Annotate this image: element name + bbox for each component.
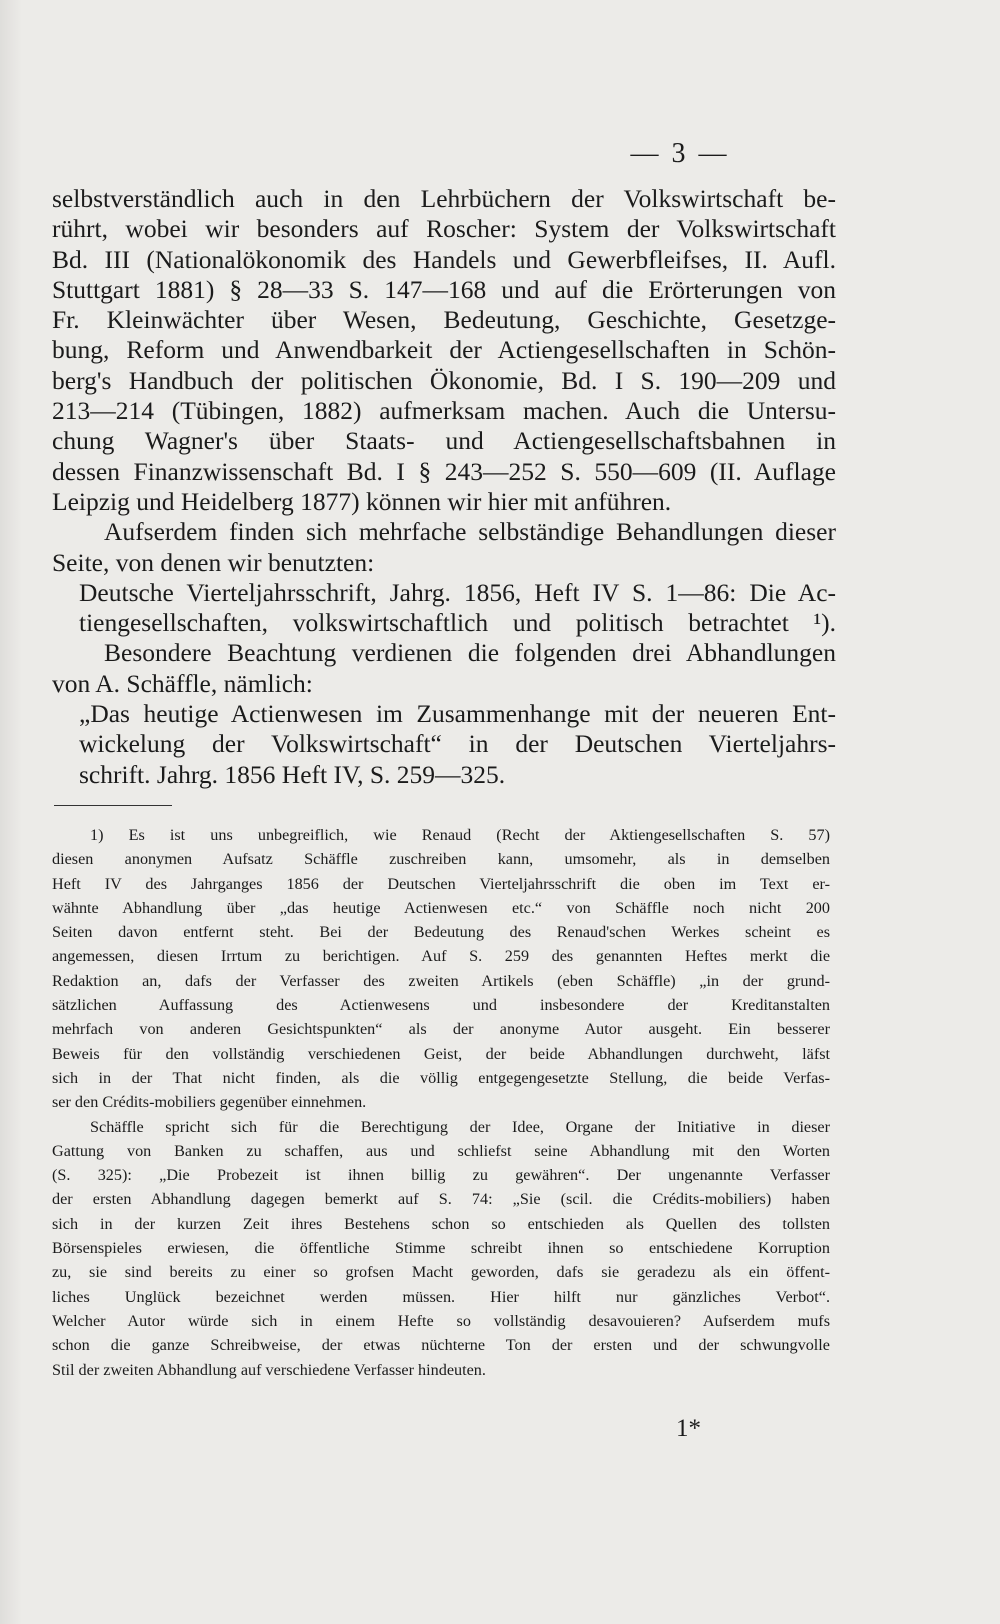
footnote-line: Börsenspieles erwiesen, die öffentliche Stimme schreibt ihnen so entschiedene Korruption	[52, 1239, 830, 1258]
text-line: Aufserdem finden sich mehrfache selbständige Behandlungen dieser	[104, 517, 836, 547]
footnote-line: sich in der That nicht finden, als die völlig entgegengesetzte Stellung, die beide Verfas-	[52, 1068, 830, 1087]
text-line: 213—214 (Tübingen, 1882) aufmerksam machen. Auch die Untersu-	[52, 396, 836, 426]
text-line: selbstverständlich auch in den Lehrbüchern der Volkswirtschaft be-	[52, 184, 836, 213]
text-line: dessen Finanzwissenschaft Bd. I § 243—252 S. 550—609 (II. Auflage	[52, 456, 836, 486]
text-line: Besondere Beachtung verdienen die folgenden drei Abhandlungen	[104, 638, 836, 668]
footnote-line: angemessen, diesen Irrtum zu berichtigen. Auf S. 259 des genannten Heftes merkt die	[52, 947, 830, 966]
footnote-line: (S. 325): „Die Probezeit ist ihnen billig zu gewähren“. Der ungenannte Verfasser	[52, 1166, 830, 1185]
footnote-line: sich in der kurzen Zeit ihres Bestehens schon so entschieden als Quellen des tollsten	[52, 1214, 830, 1233]
text-line: Leipzig und Heidelberg 1877) können wir hier mit anführen.	[52, 486, 672, 516]
text-line: Seite, von denen wir benutzten:	[52, 547, 375, 577]
footnote-line: Gattung von Banken zu schaffen, aus und schliefst seine Abhandlung mit den Worten	[52, 1141, 830, 1160]
footnote-line: mehrfach von anderen Gesichtspunkten“ als der anonyme Autor ausgeht. Ein besserer	[52, 1020, 830, 1039]
text-line: wickelung der Volkswirtschaft“ in der Deutschen Vierteljahrs-	[79, 729, 836, 759]
binding-shadow	[0, 0, 22, 1624]
text-line: von A. Schäffle, nämlich:	[52, 668, 313, 698]
footnote-line: Heft IV des Jahrganges 1856 der Deutschen Vierteljahrsschrift die oben im Text er-	[52, 874, 830, 893]
footnote-line: Redaktion an, dafs der Verfasser des zweiten Artikels (eben Schäffle) „in der grund-	[52, 971, 830, 990]
text-line: Bd. III (Nationalökonomik des Handels und Gewerbfleifses, II. Aufl.	[52, 244, 836, 274]
footnote-line: Beweis für den vollständig verschiedenen Geist, der beide Abhandlungen durchweht, läfst	[52, 1044, 830, 1063]
footnote-line: Stil der zweiten Abhandlung auf verschiedene Verfasser hindeuten.	[52, 1360, 486, 1379]
footnote-line: sätzlichen Auffassung des Actienwesens und insbesondere der Kreditanstalten	[52, 996, 830, 1015]
text-line: schrift. Jahrg. 1856 Heft IV, S. 259—325.	[79, 759, 506, 789]
text-line: Fr. Kleinwächter über Wesen, Bedeutung, Geschichte, Gesetzge-	[52, 305, 836, 335]
text-line: bung, Reform und Anwendbarkeit der Actiengesellschaften in Schön-	[52, 335, 836, 365]
footnote-line: diesen anonymen Aufsatz Schäffle zuschreiben kann, umsomehr, als in demselben	[52, 850, 830, 869]
main-text	[52, 184, 836, 790]
footnotes	[52, 823, 830, 1382]
footnote-line: ser den Crédits-mobiliers gegenüber einnehmen.	[52, 1093, 367, 1112]
text-line: rührt, wobei wir besonders auf Roscher: System der Volkswirtschaft	[52, 214, 836, 244]
text-line: tiengesellschaften, volkswirtschaftlich und politisch betrachtet ¹).	[79, 608, 836, 638]
text-line: Deutsche Vierteljahrsschrift, Jahrg. 1856, Heft IV S. 1—86: Die Ac-	[79, 577, 836, 607]
footnote-divider	[54, 805, 172, 806]
text-line: „Das heutige Actienwesen im Zusammenhange mit der neueren Ent-	[79, 699, 836, 729]
footnote-line: schon die ganze Schreibweise, der etwas nüchterne Ton der ersten und der schwungvolle	[52, 1336, 830, 1355]
footnote-line: zu, sie sind bereits zu einer so grofsen Macht geworden, dafs sie geradezu als ein öffent-	[52, 1263, 830, 1282]
footnote-line: Schäffle spricht sich für die Berechtigung der Idee, Organe der Initiative in dieser	[90, 1117, 830, 1136]
page-header	[0, 138, 1000, 170]
text-line: chung Wagner's über Staats- und Actiengesellschaftsbahnen in	[52, 426, 836, 456]
signature-mark: 1*	[676, 1415, 701, 1442]
footnote-line: der ersten Abhandlung dagegen bemerkt auf S. 74: „Sie (scil. die Crédits-mobiliers) haben	[52, 1190, 830, 1209]
text-line: Stuttgart 1881) § 28—33 S. 147—168 und auf die Erörterungen von	[52, 274, 836, 304]
footnote-line: wähnte Abhandlung über „das heutige Actienwesen etc.“ von Schäffle noch nicht 200	[52, 898, 830, 917]
footnote-line: Seiten davon entfernt steht. Bei der Bedeutung des Renaud'schen Werkes scheint es	[52, 923, 830, 942]
page-number: — 3 —	[630, 138, 730, 169]
footnote-line: Welcher Autor würde sich in einem Hefte so vollständig desavouieren? Aufserdem mufs	[52, 1311, 830, 1330]
text-line: berg's Handbuch der politischen Ökonomie, Bd. I S. 190—209 und	[52, 365, 836, 395]
footnote-line: 1) Es ist uns unbegreiflich, wie Renaud (Recht der Aktiengesellschaften S. 57)	[90, 826, 830, 844]
footnote-line: liches Unglück bezeichnet werden müssen. Hier hilft nur gänzliches Verbot“.	[52, 1287, 830, 1306]
